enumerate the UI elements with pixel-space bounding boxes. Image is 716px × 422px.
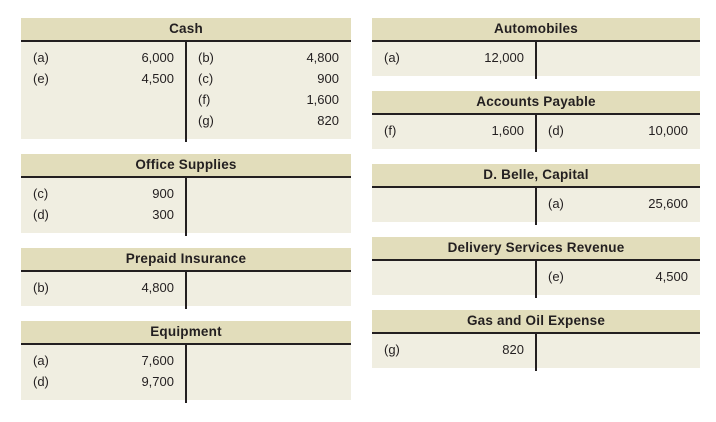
t-account-equipment <box>21 321 351 400</box>
debit-side <box>21 272 186 306</box>
entry-amount: 820 <box>502 342 524 357</box>
ledger-entry <box>372 339 536 360</box>
entry-label: (d) <box>548 123 564 138</box>
right-column <box>372 18 700 422</box>
ledger-entry <box>186 110 351 131</box>
entry-label: (c) <box>33 186 49 201</box>
account-body <box>372 42 700 76</box>
entry-amount: 900 <box>317 71 339 86</box>
entry-amount: 10,000 <box>648 123 688 138</box>
account-body <box>21 345 351 400</box>
entry-label: (f) <box>198 92 211 107</box>
entry-amount: 4,500 <box>141 71 174 86</box>
debit-side <box>372 334 536 368</box>
credit-side <box>186 178 351 233</box>
ledger-entry <box>186 89 351 110</box>
entry-label: (a) <box>33 353 49 368</box>
entry-amount: 4,800 <box>306 50 339 65</box>
ledger-entry <box>186 47 351 68</box>
ledger-entry <box>372 47 536 68</box>
debit-side <box>372 261 536 295</box>
ledger-entry <box>372 120 536 141</box>
account-body <box>21 42 351 139</box>
entry-label: (a) <box>33 50 49 65</box>
entry-amount: 1,600 <box>491 123 524 138</box>
credit-side <box>536 115 700 149</box>
ledger-entry <box>21 350 186 371</box>
entry-label: (e) <box>33 71 49 86</box>
account-title: Office Supplies <box>21 154 351 178</box>
account-body <box>21 178 351 233</box>
entry-amount: 25,600 <box>648 196 688 211</box>
ledger-entry <box>21 204 186 225</box>
t-account-gas-and-oil-expense <box>372 310 700 368</box>
credit-side <box>536 261 700 295</box>
t-account-prepaid-insurance <box>21 248 351 306</box>
account-title: D. Belle, Capital <box>372 164 700 188</box>
account-title: Equipment <box>21 321 351 345</box>
entry-amount: 1,600 <box>306 92 339 107</box>
ledger-entry <box>21 277 186 298</box>
entry-label: (c) <box>198 71 214 86</box>
entry-label: (d) <box>33 374 49 389</box>
account-body <box>21 272 351 306</box>
entry-label: (d) <box>33 207 49 222</box>
entry-label: (f) <box>384 123 397 138</box>
entry-amount: 900 <box>152 186 174 201</box>
entry-amount: 4,800 <box>141 280 174 295</box>
left-column <box>21 18 351 422</box>
t-account-accounts-payable <box>372 91 700 149</box>
debit-side <box>21 345 186 400</box>
entry-label: (g) <box>384 342 400 357</box>
entry-amount: 7,600 <box>141 353 174 368</box>
credit-side <box>536 188 700 222</box>
entry-label: (g) <box>198 113 214 128</box>
ledger-entry <box>186 68 351 89</box>
entry-label: (e) <box>548 269 564 284</box>
entry-label: (b) <box>33 280 49 295</box>
debit-side <box>21 178 186 233</box>
ledger-entry <box>21 68 186 89</box>
account-body <box>372 115 700 149</box>
entry-label: (a) <box>384 50 400 65</box>
account-title: Prepaid Insurance <box>21 248 351 272</box>
t-account-automobiles <box>372 18 700 76</box>
ledger-entry <box>536 266 700 287</box>
entry-amount: 6,000 <box>141 50 174 65</box>
credit-side <box>186 345 351 400</box>
entry-amount: 9,700 <box>141 374 174 389</box>
account-body <box>372 261 700 295</box>
t-account-delivery-services-revenue <box>372 237 700 295</box>
account-title: Cash <box>21 18 351 42</box>
account-body <box>372 334 700 368</box>
debit-side <box>21 42 186 139</box>
t-account-office-supplies <box>21 154 351 233</box>
debit-side <box>372 42 536 76</box>
account-title: Delivery Services Revenue <box>372 237 700 261</box>
debit-side <box>372 115 536 149</box>
ledger-entry <box>21 183 186 204</box>
debit-side <box>372 188 536 222</box>
t-account-d-belle-capital <box>372 164 700 222</box>
credit-side <box>186 42 351 139</box>
entry-label: (b) <box>198 50 214 65</box>
entry-amount: 4,500 <box>655 269 688 284</box>
entry-amount: 12,000 <box>484 50 524 65</box>
account-title: Automobiles <box>372 18 700 42</box>
ledger-entry <box>21 47 186 68</box>
entry-amount: 820 <box>317 113 339 128</box>
ledger-entry <box>536 193 700 214</box>
ledger-entry <box>21 371 186 392</box>
credit-side <box>186 272 351 306</box>
ledger-entry <box>536 120 700 141</box>
account-title: Accounts Payable <box>372 91 700 115</box>
t-account-cash <box>21 18 351 139</box>
entry-amount: 300 <box>152 207 174 222</box>
account-title: Gas and Oil Expense <box>372 310 700 334</box>
entry-label: (a) <box>548 196 564 211</box>
account-body <box>372 188 700 222</box>
credit-side <box>536 334 700 368</box>
credit-side <box>536 42 700 76</box>
